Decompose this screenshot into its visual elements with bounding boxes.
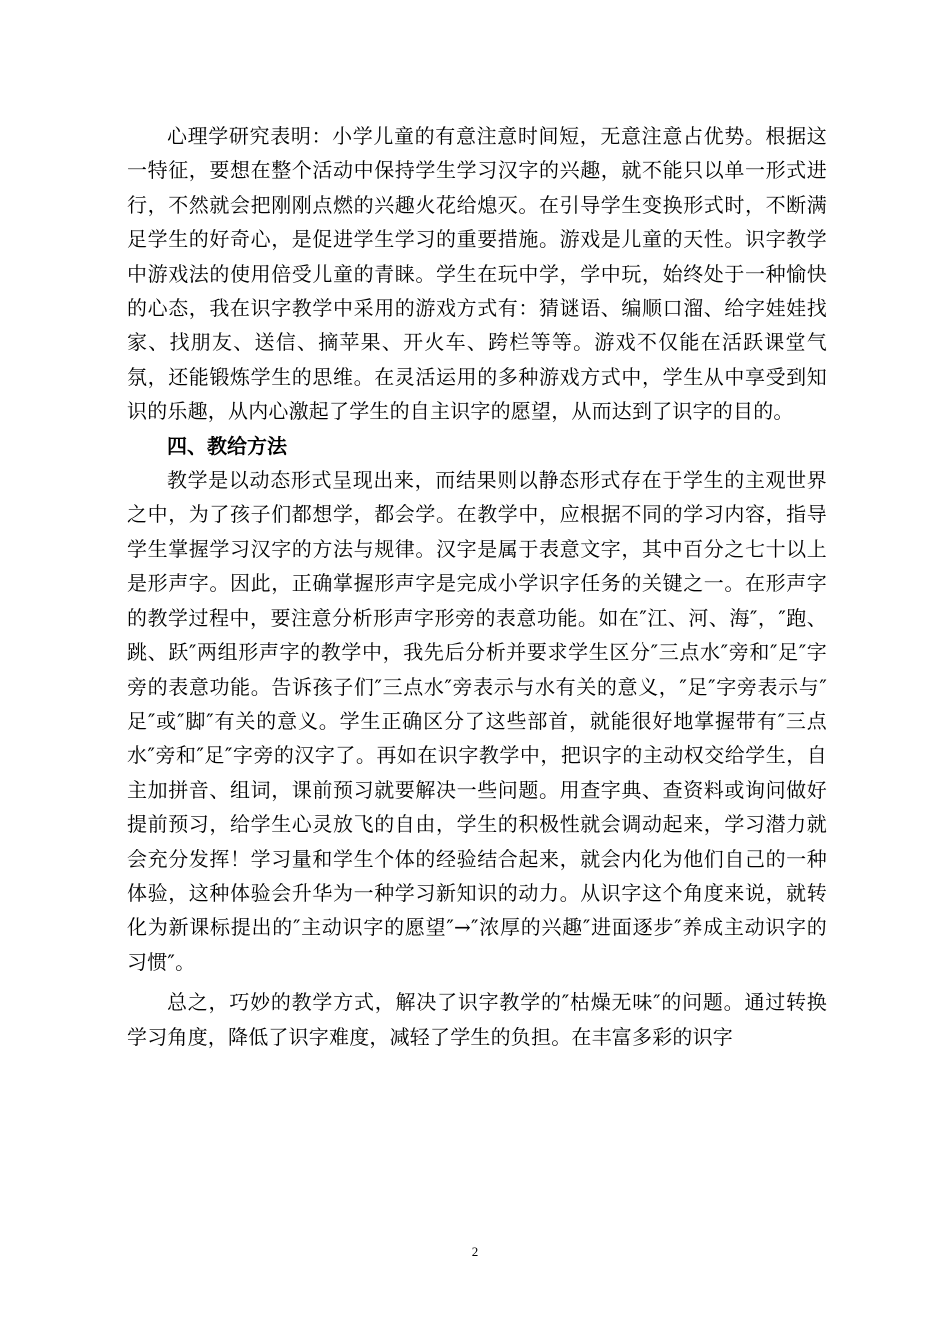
page-number: 2 (471, 1244, 479, 1259)
paragraph-teaching-methods: 教学是以动态形式呈现出来，而结果则以静态形式存在于学生的主观世界之中，为了孩子们都想学，都会学。在教学中，应根据不同的学习内容，指导学生掌握学习汉字的方法与规律。汉字是属于表意文字，其中百分之七十以上是形声字。因此，正确掌握形声字是完成小学识字任务的关键之一。在形声字的教学过程中，要注意分析形声字形旁的表意功能。如在″江、河、海″，″跑、跳、跃″两组形声字的教学中，我先后分析并要求学生区分″三点水″旁和″足″字旁的表意功能。告诉孩子们″三点水″旁表示与水有关的意义，″足″字旁表示与″足″或″脚″有关的意义。学生正确区分了这些部首，就能很好地掌握带有″三点水″旁和″足″字旁的汉字了。再如在识字教学中，把识字的主动权交给学生，自主加拼音、组词，课前预习就要解决一些问题。用查字典、查资料或询问做好提前预习，给学生心灵放飞的自由，学生的积极性就会调动起来，学习潜力就会充分发挥！学习量和学生个体的经验结合起来，就会内化为他们自己的一种体验，这种体验会升华为一种学习新知识的动力。从识字这个角度来说，就转化为新课标提出的″主动识字的愿望″→″浓厚的兴趣″进面逐步″养成主动识字的习惯″。 (127, 468, 827, 974)
paragraph-psychology: 心理学研究表明：小学儿童的有意注意时间短，无意注意占优势。根据这一特征，要想在整个活动中保持学生学习汉字的兴趣，就不能只以单一形式进行，不然就会把刚刚点燃的兴趣火花给熄灭。在引导学生变换形式时，不断满足学生的好奇心，是促进学生学习的重要措施。游戏是儿童的天性。识字教学中游戏法的使用倍受儿童的青睐。学生在玩中学，学中玩，始终处于一种愉快的心态，我在识字教学中采用的游戏方式有：猜谜语、编顺口溜、给字娃娃找家、找朋友、送信、摘苹果、开火车、跨栏等等。游戏不仅能在活跃课堂气氛，还能锻炼学生的思维。在灵活运用的多种游戏方式中，学生从中享受到知识的乐趣，从内心激起了学生的自主识字的愿望，从而达到了识字的目的。 (127, 124, 827, 424)
document-page (127, 119, 827, 1054)
paragraph-conclusion: 总之，巧妙的教学方式，解决了识字教学的″枯燥无味″的问题。通过转换学习角度，降低了识字难度，减轻了学生的负担。在丰富多彩的识字 (127, 990, 827, 1049)
section-heading-teaching-methods: 四、教给方法 (167, 433, 287, 458)
